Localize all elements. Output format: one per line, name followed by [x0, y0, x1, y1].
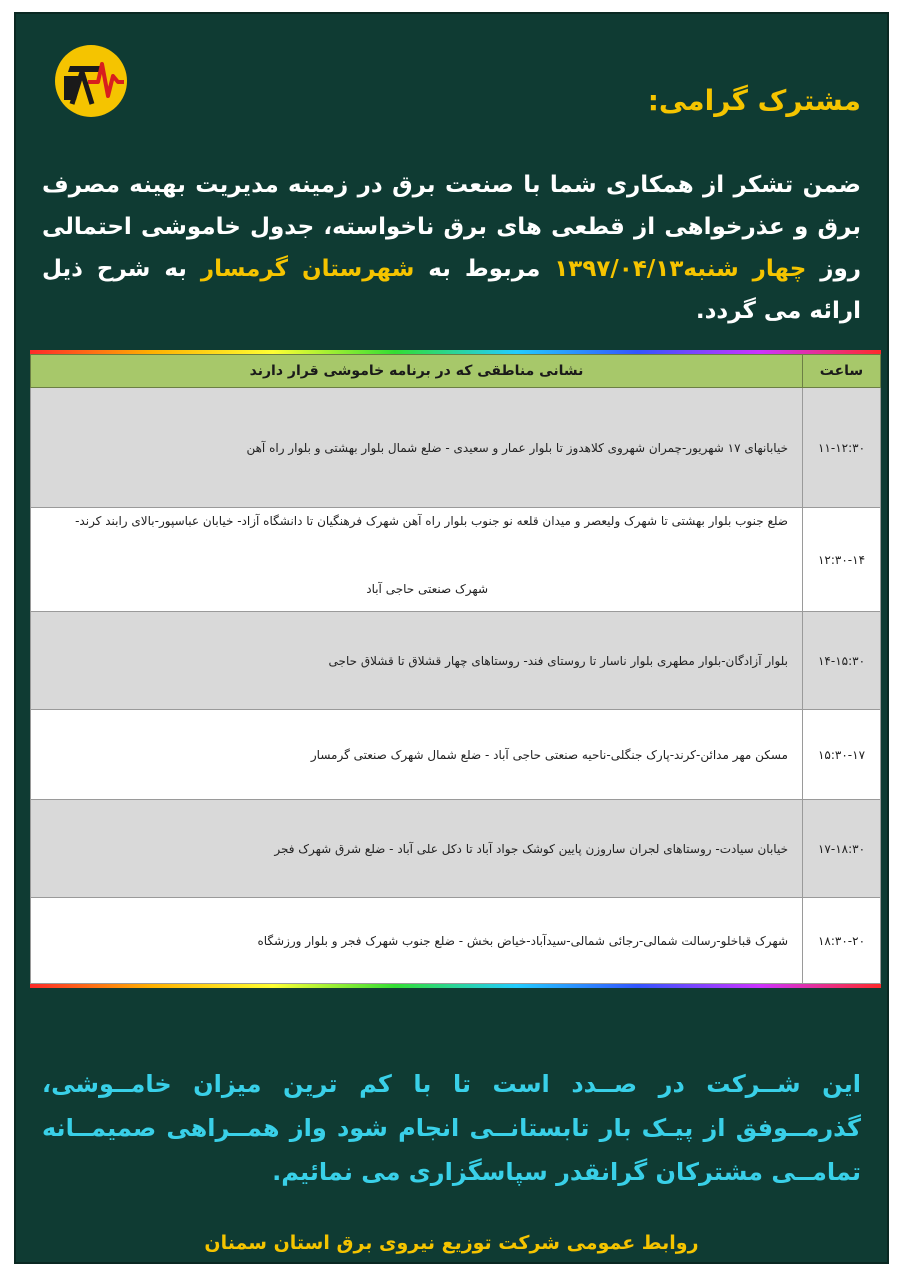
row-areas: بلوار آزادگان-بلوار مطهری بلوار ناسار تا روستای فند- روستاهای چهار قشلاق تا قشلاق حاجی — [31, 612, 803, 710]
table-header-row — [31, 355, 881, 388]
greeting-title: مشترک گرامی: — [647, 84, 861, 117]
row-areas — [31, 508, 803, 612]
column-header-areas: نشانی مناطقی که در برنامه خاموشی قرار دارند — [31, 355, 803, 388]
footer-signature: روابط عمومی شرکت توزیع نیروی برق استان سمنان — [204, 1232, 699, 1254]
intro-text-2: مربوط به — [414, 256, 555, 282]
row-time: ۱۲:۳۰-۱۴ — [803, 508, 881, 612]
table-row — [31, 898, 881, 984]
row-areas: خیابانهای ۱۷ شهریور-چمران شهروی کلاهدوز تا بلوار عمار و سعیدی - ضلع شمال بلوار بهشتی و بلوار راه آهن — [31, 388, 803, 508]
table-row — [31, 508, 881, 612]
row-areas: شهرک قباخلو-رسالت شمالی-رجائی شمالی-سیدآباد-خیاض بخش - ضلع جنوب شهرک فجر و بلوار ورزشگاه — [31, 898, 803, 984]
closing-paragraph: این شــرکت در صــدد است تا با کم ترین میزان خامــوشی، گذرمــوفق از پیـک بار تابستانــی انجام شود واز همــراهی صمیمــانه تمامــی مشترکان گرانقدر سپاسگزاری می نمائیم. — [42, 1070, 861, 1186]
outage-schedule-table — [30, 354, 881, 984]
schedule-table-wrap — [30, 350, 881, 990]
notice-frame — [14, 12, 889, 1264]
row-time: ۱۷-۱۸:۳۰ — [803, 800, 881, 898]
table-row — [31, 388, 881, 508]
power-company-logo-icon — [52, 42, 130, 120]
row-time: ۱۴-۱۵:۳۰ — [803, 612, 881, 710]
rainbow-divider-bottom — [30, 984, 881, 988]
row-time: ۱۸:۳۰-۲۰ — [803, 898, 881, 984]
row-time: ۱۱-۱۲:۳۰ — [803, 388, 881, 508]
intro-text-1: ضمن تشکر از همکاری شما با صنعت برق در زمینه مدیریت بهینه مصرف برق و عذرخواهی از قطعی های برق ناخواسته، جدول خاموشی احتمالی روز — [42, 172, 861, 282]
intro-text-3: به شرح ذیل ارائه می گردد. — [42, 256, 861, 324]
column-header-time: ساعت — [803, 355, 881, 388]
row-time: ۱۵:۳۰-۱۷ — [803, 710, 881, 800]
row-areas: مسکن مهر مدائن-کرند-پارک جنگلی-ناحیه صنعتی حاجی آباد - ضلع شمال شهرک صنعتی گرمسار — [31, 710, 803, 800]
table-row — [31, 800, 881, 898]
table-row — [31, 710, 881, 800]
row-areas-line-2: شهرک صنعتی حاجی آباد — [366, 582, 488, 596]
intro-city: شهرستان گرمسار — [200, 256, 415, 282]
row-areas: خیابان سیادت- روستاهای لجران ساروزن پایین کوشک جواد آباد تا دکل علی آباد - ضلع شرق شهرک فجر — [31, 800, 803, 898]
row-areas-line-1: ضلع جنوب بلوار بهشتی تا شهرک ولیعصر و میدان قلعه نو جنوب بلوار راه آهن شهرک فرهنگیان تا دانشگاه آزاد- خیابان عباسپور-بالای رابند کرند- — [75, 514, 788, 528]
table-row — [31, 612, 881, 710]
intro-paragraph — [42, 164, 861, 332]
intro-date: چهار شنبه۱۳۹۷/۰۴/۱۳ — [554, 256, 807, 282]
